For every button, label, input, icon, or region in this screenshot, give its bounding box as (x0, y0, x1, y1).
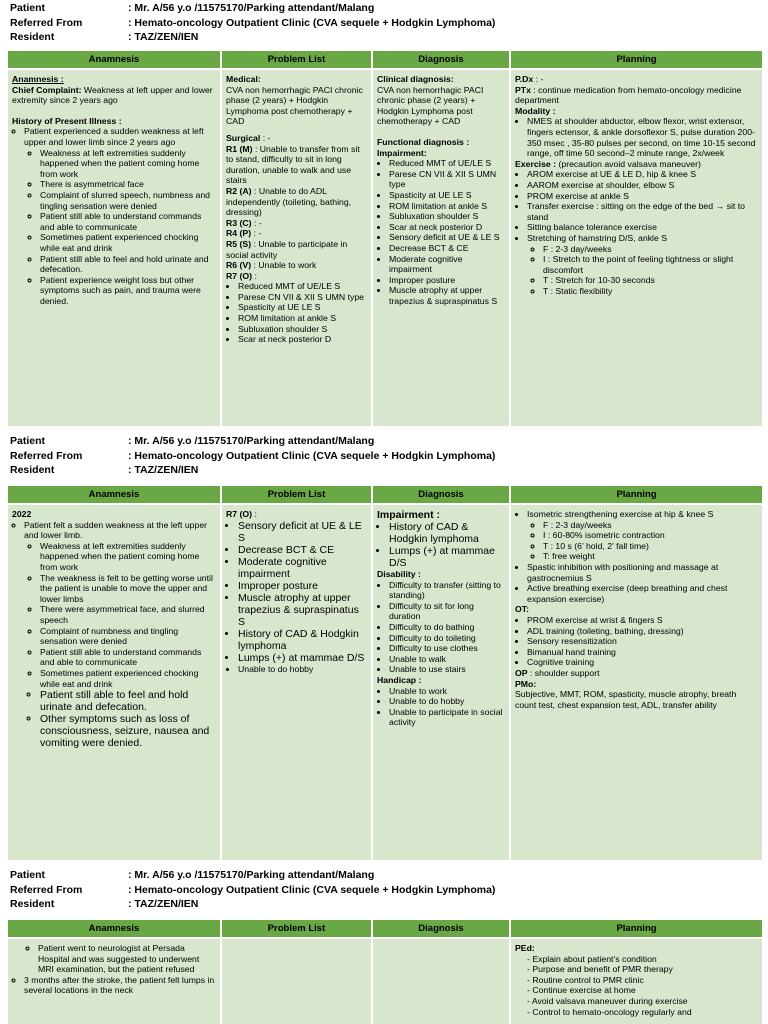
disability-item: • Unable to use stairs (389, 664, 505, 675)
ot-item: • Bimanual hand training (527, 647, 758, 658)
year-label: 2022 (12, 509, 32, 519)
col-anamnesis: Anamnesis (8, 51, 220, 68)
patient-label: Patient (10, 869, 46, 881)
ped-item: - Avoid valsava maneuver during exercise (527, 996, 758, 1007)
r7-item: • Subluxation shoulder S (238, 324, 367, 335)
disability-item: • Difficulty to do bathing (389, 622, 505, 633)
op-label: OP (515, 667, 528, 678)
problem-r7: R7 (O) : (226, 270, 257, 281)
op-value: : shoulder support (527, 667, 600, 678)
impairment-item: • Improper posture (389, 275, 505, 286)
hpi-label: History of Present Illness : (12, 115, 122, 126)
ped-item: - Continue exercise at home (527, 985, 758, 996)
impairment-item: • Subluxation shoulder S (389, 211, 505, 222)
anamnesis-sub-item: ◦ Sometimes patient experienced chocking while eat and drink (40, 668, 216, 689)
impairment-item: • Scar at neck posterior D (389, 222, 505, 233)
impairment-item: • Sensory deficit at UE & LE S (389, 232, 505, 243)
isometric-param: ◦ T : 10 s (6’ hold, 2’ fall time) (543, 541, 758, 552)
anamnesis-item: ◦ 3 months after the stroke, the patient felt lumps in several locations in the neck (24, 975, 216, 996)
clinical-table-3 (6, 918, 764, 1024)
problem-r1: R1 (M) : Unable to transfer from sit to stand, difficulty to sit in long duration, unable to walk and use stairs (226, 143, 360, 186)
ot-item: • PROM exercise at wrist & fingers S (527, 615, 758, 626)
modality-label: Modality : (515, 105, 556, 116)
ped-item: - Routine control to PMR clinic (527, 975, 758, 986)
patient-label: Patient (10, 435, 46, 447)
col-planning: Planning (511, 486, 762, 503)
col-problem-list: Problem List (222, 920, 371, 937)
problem-item: • Unable to do hobby (238, 664, 367, 675)
diagnosis-cell (373, 939, 509, 1024)
disability-item: • Difficulty to do toileting (389, 633, 505, 644)
resident-label: Resident (10, 31, 55, 43)
hpi-item: ◦ Patient experienced a sudden weakness at left upper and lower limb since 2 years ago ◦ Weakness at left extremities suddenly happened when the patient coming home from work ◦ There is asymmetrical face ◦ Complaint of slurred speech, numbness and tingling sensation were denied ◦ Patient still able to understand commands and able to communicate ◦ Sometimes patient experienced chocking while eat and drink ◦ Patient still able to feel and hold urinate and defecation. ◦ Patient experience weight loss but other symptoms such as pain, and trauma were denied. (24, 126, 216, 306)
chief-complaint-text: Weakness at left upper and lower extremity since 2 years ago (12, 84, 213, 106)
anamnesis-sub-item: ◦ Other symptoms such as loss of consciousness, seizure, nausea and vomiting were denied. (40, 713, 216, 749)
hpi-sub-item: ◦ Weakness at left extremities suddenly happened when the patient coming home from work (40, 148, 216, 180)
anamnesis-item: ◦ Patient felt a sudden weakness at the left upper and lower limb. ◦ Weakness at left extremities suddenly happened when the patient coming home from work ◦ The weakness is felt to be getting worse until the patient is unable to move the upper and lower limbs ◦ There were asymmetrical face, and slurred speech ◦ Complaint of numbness and tingling sensation were denied ◦ Patient still able to understand commands and able to communicate ◦ Sometimes patient experienced chocking while eat and drink ◦ Patient still able to feel and hold urinate and defecation. ◦ Other symptoms such as loss of consciousness, seizure, nausea and vomiting were denied. (24, 520, 216, 750)
isometric-param: ◦ F : 2-3 day/weeks (543, 520, 758, 531)
resident-value: : TAZ/ZEN/IEN (128, 464, 199, 476)
problem-item: • Sensory deficit at UE & LE S (238, 520, 367, 544)
col-problem-list: Problem List (222, 51, 371, 68)
handicap-item: • Unable to work (389, 686, 505, 697)
r7-value: : (252, 509, 257, 519)
anamnesis-cell (8, 505, 220, 860)
r7-item: • Reduced MMT of UE/LE S (238, 281, 367, 292)
surgical-label: Surgical (226, 132, 261, 143)
ped-item: - Control to hemato-oncology regularly and (527, 1007, 758, 1018)
handicap-label: Handicap : (377, 674, 422, 685)
planning-item: • Active breathing exercise (deep breathing and chest expansion exercise) (527, 583, 758, 604)
patient-header (0, 868, 768, 912)
hpi-sub-item: ◦ Patient still able to feel and hold urinate and defecation. (40, 254, 216, 275)
anamnesis-title: Anamnesis : (12, 74, 64, 84)
stretch-param: ◦ T : Stretch for 10-30 seconds (543, 275, 758, 286)
disability-item: • Difficulty to sit for long duration (389, 601, 505, 622)
impairment-item: • Muscle atrophy at upper trapezius & supraspinatus S (389, 285, 505, 306)
referred-label: Referred From (10, 449, 83, 462)
problem-item: • Moderate cognitive impairment (238, 556, 367, 580)
referred-value: : Hemato-oncology Outpatient Clinic (CVA sequele + Hodgkin Lymphoma) (128, 883, 496, 896)
planning-cell (511, 505, 762, 860)
anamnesis-sub-item: ◦ Patient went to neurologist at Persada Hospital and was suggested to underwent MRI examination, but the patient refused (38, 943, 216, 975)
ped-item: - Explain about patient’s condition (527, 954, 758, 965)
exercise-item: • Transfer exercise : sitting on the edge of the bed → sit to stand (527, 201, 758, 222)
diagnosis-cell (373, 70, 509, 426)
planning-item: • Spastic inhibition with positioning and massage at gastrocnemius S (527, 562, 758, 583)
col-anamnesis: Anamnesis (8, 486, 220, 503)
chief-complaint-label: Chief Complaint: (12, 84, 82, 95)
stretch-param: ◦ F : 2-3 day/weeks (543, 244, 758, 255)
anamnesis-sub-item: ◦ Patient still able to feel and hold urinate and defecation. (40, 689, 216, 713)
problem-list-cell (222, 939, 371, 1024)
col-diagnosis: Diagnosis (373, 486, 509, 503)
problem-item: • Lumps (+) at mammae D/S (238, 652, 367, 664)
exercise-note: (precaution avoid valsava maneuver) (556, 158, 701, 169)
pmo-label: PMo: (515, 678, 537, 689)
modality-item: • NMES at shoulder abductor, elbow flexor, wrist extensor, fingers ectensor, & ankle dorsoflexor S, pulse duration 200-350 msec , 35-80 pulses per second, on time 10-15 second range, off time 50 second–2 minute range, 2x/week (527, 116, 758, 158)
anamnesis-sub-item: ◦ The weakness is felt to be getting worse until the patient is unable to move the upper and lower limbs (40, 573, 216, 605)
col-diagnosis: Diagnosis (373, 920, 509, 937)
anamnesis-sub-item: ◦ Patient still able to understand commands and able to communicate (40, 647, 216, 668)
exercise-item: • AROM exercise at UE & LE D, hip & knee S (527, 169, 758, 180)
hpi-sub-item: ◦ Patient still able to understand commands and able to communicate (40, 211, 216, 232)
col-anamnesis: Anamnesis (8, 920, 220, 937)
hpi-sub-item: ◦ Sometimes patient experienced chocking while eat and drink (40, 232, 216, 253)
ped-item: - Purpose and benefit of PMR therapy (527, 964, 758, 975)
disability-item: • Difficulty to use clothes (389, 643, 505, 654)
resident-value: : TAZ/ZEN/IEN (128, 31, 199, 43)
col-problem-list: Problem List (222, 486, 371, 503)
r7-item: • Scar at neck posterior D (238, 334, 367, 345)
surgical-value: : - (260, 132, 271, 143)
hpi-sub-item: ◦ Complaint of slurred speech, numbness and tingling sensation were denied (40, 190, 216, 211)
problem-r6: R6 (V) : Unable to work (226, 260, 317, 271)
stretch-param: ◦ T : Static flexibility (543, 286, 758, 297)
anamnesis-sub-item: ◦ Weakness at left extremities suddenly happened when the patient coming home from work (40, 541, 216, 573)
exercise-item: • AAROM exercise at shoulder, elbow S (527, 180, 758, 191)
medical-label: Medical: (226, 74, 261, 84)
resident-value: : TAZ/ZEN/IEN (128, 898, 199, 910)
col-diagnosis: Diagnosis (373, 51, 509, 68)
col-planning: Planning (511, 51, 762, 68)
problem-list-cell (222, 70, 371, 426)
impairment-item: • Parese CN VII & XII S UMN type (389, 169, 505, 190)
problem-item: • Muscle atrophy at upper trapezius & supraspinatus S (238, 592, 367, 628)
disability-item: • Unable to walk (389, 654, 505, 665)
ped-label: PEd: (515, 943, 535, 953)
problem-r3: R3 (C) : - (226, 217, 262, 228)
problem-item: • Improper posture (238, 580, 367, 592)
exercise-item: • Stretching of hamstring D/S, ankle S ◦ F : 2-3 day/weeks ◦ I : Stretch to the point of feeling tightness or slight discomfort ◦ T : Stretch for 10-30 seconds ◦ T : Static flexibility (527, 233, 758, 297)
r7-item: • Parese CN VII & XII S UMN type (238, 292, 367, 303)
planning-cell (511, 939, 762, 1024)
ot-item: • Cognitive training (527, 657, 758, 668)
planning-cell (511, 70, 762, 426)
pdx-label: P.Dx (515, 74, 534, 84)
clinical-diagnosis-text: CVA non hemorrhagic PACI chronic phase (2 years) + Hodgkin Lymphoma post chemotherapy + CAD (377, 84, 484, 127)
exercise-item: • Sitting balance tolerance exercise (527, 222, 758, 233)
impairment-item: • Spasticity at UE LE S (389, 190, 505, 201)
resident-label: Resident (10, 464, 55, 476)
impairment-item: • ROM limitation at ankle S (389, 201, 505, 212)
anamnesis-cell (8, 70, 220, 426)
r7-item: • ROM limitation at ankle S (238, 313, 367, 324)
impairment-item: • Decrease BCT & CE (389, 243, 505, 254)
r7-label: R7 (O) (226, 509, 253, 519)
problem-r4: R4 (P) : - (226, 228, 262, 239)
clinical-table-2 (6, 484, 764, 862)
impairment-label: Impairment : (377, 509, 441, 521)
patient-label: Patient (10, 2, 46, 14)
problem-r2: R2 (A) : Unable to do ADL independently (toileting, bathing, dressing) (226, 185, 352, 218)
col-planning: Planning (511, 920, 762, 937)
resident-label: Resident (10, 898, 55, 910)
anamnesis-sub-item: ◦ Complaint of numbness and tingling sensation were denied (40, 626, 216, 647)
r7-item: • Spasticity at UE LE S (238, 302, 367, 313)
diagnosis-cell (373, 505, 509, 860)
referred-label: Referred From (10, 16, 83, 29)
disability-item: • Difficulty to transfer (sitting to standing) (389, 580, 505, 601)
handicap-item: • Unable to participate in social activity (389, 707, 505, 728)
medical-text: CVA non hemorrhagic PACI chronic phase (2 years) + Hodgkin Lymphoma post chemotherapy + CAD (226, 84, 363, 127)
impairment-label: Impairment: (377, 147, 427, 158)
pmo-text: Subjective, MMT, ROM, spasticity, muscle atrophy, breath count test, chest expansion test, ADL, transfer ability (515, 689, 737, 710)
clinical-diagnosis-label: Clinical diagnosis: (377, 74, 454, 84)
ot-label: OT: (515, 604, 529, 615)
ptx-label: PTx (515, 84, 531, 95)
hpi-sub-item: ◦ There is asymmetrical face (40, 179, 216, 190)
problem-item: • History of CAD & Hodgkin lymphoma (238, 628, 367, 652)
handicap-item: • Unable to do hobby (389, 696, 505, 707)
patient-value: : Mr. A/56 y.o /11575170/Parking attendant/Malang (128, 435, 375, 447)
problem-r5: R5 (S) : Unable to participate in social activity (226, 238, 348, 260)
referred-value: : Hemato-oncology Outpatient Clinic (CVA sequele + Hodgkin Lymphoma) (128, 449, 496, 462)
ot-item: • Sensory resensitization (527, 636, 758, 647)
referred-label: Referred From (10, 883, 83, 896)
ptx-value: : continue medication from hemato-oncology medicine department (515, 84, 742, 106)
disability-label: Disability : (377, 569, 421, 579)
patient-header (0, 434, 768, 478)
functional-diagnosis-label: Functional diagnosis : (377, 136, 470, 147)
problem-list-cell (222, 505, 371, 860)
exercise-label: Exercise : (515, 158, 557, 169)
impairment-item: • Moderate cognitive impairment (389, 254, 505, 275)
stretch-param: ◦ I : Stretch to the point of feeling tightness or slight discomfort (543, 254, 758, 275)
isometric-param: ◦ I : 60-80% isometric contraction (543, 530, 758, 541)
referred-value: : Hemato-oncology Outpatient Clinic (CVA sequele + Hodgkin Lymphoma) (128, 16, 496, 29)
anamnesis-item (24, 943, 216, 975)
isometric-param: ◦ T: free weight (543, 551, 758, 562)
impairment-item: • Reduced MMT of UE/LE S (389, 158, 505, 169)
ot-item: • ADL training (toileting, bathing, dressing) (527, 626, 758, 637)
impairment-item: • History of CAD & Hodgkin lymphoma (389, 521, 505, 545)
patient-value: : Mr. A/56 y.o /11575170/Parking attendant/Malang (128, 869, 375, 881)
anamnesis-cell (8, 939, 220, 1024)
clinical-table-1 (6, 49, 764, 428)
impairment-item: • Lumps (+) at mammae D/S (389, 545, 505, 569)
exercise-item: • PROM exercise at ankle S (527, 191, 758, 202)
patient-header (0, 1, 768, 45)
planning-item: • Isometric strengthening exercise at hip & knee S ◦ F : 2-3 day/weeks ◦ I : 60-80% isometric contraction ◦ T : 10 s (6’ hold, 2’ fall time) ◦ T: free weight (527, 509, 758, 562)
anamnesis-sub-item: ◦ There were asymmetrical face, and slurred speech (40, 604, 216, 625)
hpi-sub-item: ◦ Patient experience weight loss but other symptoms such as pain, and trauma were denied. (40, 275, 216, 307)
pdx-value: : - (533, 74, 544, 84)
problem-item: • Decrease BCT & CE (238, 544, 367, 556)
patient-value: : Mr. A/56 y.o /11575170/Parking attendant/Malang (128, 2, 375, 14)
